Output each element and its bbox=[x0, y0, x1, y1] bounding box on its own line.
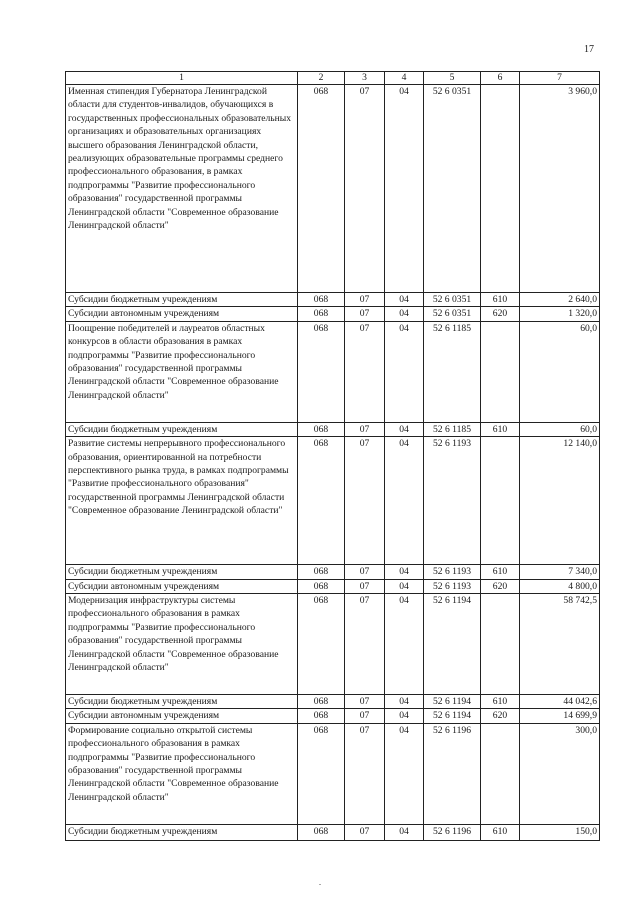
cell-target: 52 6 1194 bbox=[424, 709, 481, 723]
cell-type: 620 bbox=[481, 307, 520, 321]
row-name: Субсидии бюджетным учреждениям bbox=[66, 565, 298, 579]
cell-subsection: 04 bbox=[385, 723, 424, 824]
cell-ministry: 068 bbox=[298, 293, 345, 307]
cell-type bbox=[481, 437, 520, 565]
cell-subsection: 04 bbox=[385, 422, 424, 436]
column-header: 2 bbox=[298, 72, 345, 85]
page-mark: . bbox=[319, 878, 321, 887]
cell-section: 07 bbox=[345, 824, 385, 840]
table-row bbox=[66, 824, 600, 840]
cell-type: 610 bbox=[481, 293, 520, 307]
cell-amount: 2 640,0 bbox=[520, 293, 600, 307]
table-row bbox=[66, 565, 600, 579]
cell-type bbox=[481, 85, 520, 293]
cell-type: 610 bbox=[481, 565, 520, 579]
row-name: Субсидии автономным учреждениям bbox=[66, 307, 298, 321]
cell-section: 07 bbox=[345, 579, 385, 593]
cell-section: 07 bbox=[345, 85, 385, 293]
cell-amount: 150,0 bbox=[520, 824, 600, 840]
cell-ministry: 068 bbox=[298, 321, 345, 422]
cell-ministry: 068 bbox=[298, 709, 345, 723]
cell-section: 07 bbox=[345, 437, 385, 565]
cell-subsection: 04 bbox=[385, 85, 424, 293]
table-row bbox=[66, 437, 600, 565]
cell-type: 620 bbox=[481, 579, 520, 593]
table-row bbox=[66, 579, 600, 593]
cell-amount: 4 800,0 bbox=[520, 579, 600, 593]
header-row bbox=[66, 72, 600, 85]
cell-amount: 300,0 bbox=[520, 723, 600, 824]
row-name: Субсидии автономным учреждениям bbox=[66, 579, 298, 593]
cell-target: 52 6 0351 bbox=[424, 307, 481, 321]
cell-section: 07 bbox=[345, 695, 385, 709]
cell-subsection: 04 bbox=[385, 293, 424, 307]
cell-type: 620 bbox=[481, 709, 520, 723]
row-name: Формирование социально открытой системы профессионального образования в рамках подпрограммы "Развитие профессионального образования" государственной программы Ленинградской области "Современное образование Ленинградской области" bbox=[66, 723, 298, 824]
table-row bbox=[66, 293, 600, 307]
cell-target: 52 6 1194 bbox=[424, 594, 481, 695]
cell-section: 07 bbox=[345, 307, 385, 321]
cell-subsection: 04 bbox=[385, 307, 424, 321]
cell-section: 07 bbox=[345, 321, 385, 422]
cell-type: 610 bbox=[481, 695, 520, 709]
column-header: 6 bbox=[481, 72, 520, 85]
cell-ministry: 068 bbox=[298, 824, 345, 840]
cell-amount: 12 140,0 bbox=[520, 437, 600, 565]
table-row bbox=[66, 85, 600, 293]
cell-subsection: 04 bbox=[385, 695, 424, 709]
cell-amount: 60,0 bbox=[520, 321, 600, 422]
cell-amount: 44 042,6 bbox=[520, 695, 600, 709]
cell-ministry: 068 bbox=[298, 594, 345, 695]
table-row bbox=[66, 594, 600, 695]
cell-target: 52 6 1196 bbox=[424, 723, 481, 824]
cell-target: 52 6 0351 bbox=[424, 85, 481, 293]
cell-subsection: 04 bbox=[385, 579, 424, 593]
cell-subsection: 04 bbox=[385, 824, 424, 840]
table-row bbox=[66, 695, 600, 709]
cell-target: 52 6 1193 bbox=[424, 565, 481, 579]
row-name: Развитие системы непрерывного профессионального образования, ориентированной на потребности перспективного рынка труда, в рамках подпрограммы "Развитие профессионального образования" государственной программы Ленинградской области "Современное образование Ленинградской области" bbox=[66, 437, 298, 565]
cell-subsection: 04 bbox=[385, 437, 424, 565]
cell-type: 610 bbox=[481, 422, 520, 436]
cell-ministry: 068 bbox=[298, 85, 345, 293]
cell-target: 52 6 1193 bbox=[424, 437, 481, 565]
row-name: Субсидии бюджетным учреждениям bbox=[66, 695, 298, 709]
cell-amount: 60,0 bbox=[520, 422, 600, 436]
column-header: 7 bbox=[520, 72, 600, 85]
cell-amount: 58 742,5 bbox=[520, 594, 600, 695]
cell-target: 52 6 1193 bbox=[424, 579, 481, 593]
cell-ministry: 068 bbox=[298, 307, 345, 321]
cell-section: 07 bbox=[345, 422, 385, 436]
cell-section: 07 bbox=[345, 594, 385, 695]
column-header: 4 bbox=[385, 72, 424, 85]
table-row bbox=[66, 723, 600, 824]
cell-amount: 3 960,0 bbox=[520, 85, 600, 293]
column-header: 3 bbox=[345, 72, 385, 85]
cell-target: 52 6 1194 bbox=[424, 695, 481, 709]
cell-target: 52 6 1185 bbox=[424, 422, 481, 436]
column-header: 1 bbox=[66, 72, 298, 85]
table-row bbox=[66, 307, 600, 321]
row-name: Именная стипендия Губернатора Ленинградской области для студентов-инвалидов, обучающихся в государственных профессиональных образовательных организациях и образовательных организациях высшего образования Ленинградской области, реализующих образовательные программы среднего профессионального образования, в рамках подпрограммы "Развитие профессионального образования" государственной программы Ленинградской области "Современное образование Ленинградской области" bbox=[66, 85, 298, 293]
cell-ministry: 068 bbox=[298, 565, 345, 579]
table-row bbox=[66, 422, 600, 436]
cell-amount: 1 320,0 bbox=[520, 307, 600, 321]
row-name: Модернизация инфраструктуры системы профессионального образования в рамках подпрограммы "Развитие профессионального образования" государственной программы Ленинградской области "Современное образование Ленинградской области" bbox=[66, 594, 298, 695]
column-header: 5 bbox=[424, 72, 481, 85]
cell-subsection: 04 bbox=[385, 709, 424, 723]
cell-subsection: 04 bbox=[385, 594, 424, 695]
cell-type bbox=[481, 594, 520, 695]
cell-amount: 7 340,0 bbox=[520, 565, 600, 579]
budget-table bbox=[65, 71, 600, 841]
cell-subsection: 04 bbox=[385, 321, 424, 422]
row-name: Субсидии бюджетным учреждениям bbox=[66, 293, 298, 307]
cell-amount: 14 699,9 bbox=[520, 709, 600, 723]
cell-type bbox=[481, 723, 520, 824]
cell-section: 07 bbox=[345, 293, 385, 307]
page-number: 17 bbox=[584, 44, 594, 55]
cell-target: 52 6 1185 bbox=[424, 321, 481, 422]
row-name: Субсидии бюджетным учреждениям bbox=[66, 422, 298, 436]
cell-target: 52 6 1196 bbox=[424, 824, 481, 840]
cell-ministry: 068 bbox=[298, 422, 345, 436]
row-name: Субсидии автономным учреждениям bbox=[66, 709, 298, 723]
cell-section: 07 bbox=[345, 709, 385, 723]
row-name: Поощрение победителей и лауреатов областных конкурсов в области образования в рамках подпрограммы "Развитие профессионального образования" государственной программы Ленинградской области "Современное образование Ленинградской области" bbox=[66, 321, 298, 422]
table-row bbox=[66, 709, 600, 723]
cell-subsection: 04 bbox=[385, 565, 424, 579]
cell-ministry: 068 bbox=[298, 723, 345, 824]
cell-ministry: 068 bbox=[298, 695, 345, 709]
cell-section: 07 bbox=[345, 565, 385, 579]
cell-ministry: 068 bbox=[298, 437, 345, 565]
cell-target: 52 6 0351 bbox=[424, 293, 481, 307]
cell-ministry: 068 bbox=[298, 579, 345, 593]
row-name: Субсидии бюджетным учреждениям bbox=[66, 824, 298, 840]
cell-section: 07 bbox=[345, 723, 385, 824]
cell-type: 610 bbox=[481, 824, 520, 840]
cell-type bbox=[481, 321, 520, 422]
table-row bbox=[66, 321, 600, 422]
